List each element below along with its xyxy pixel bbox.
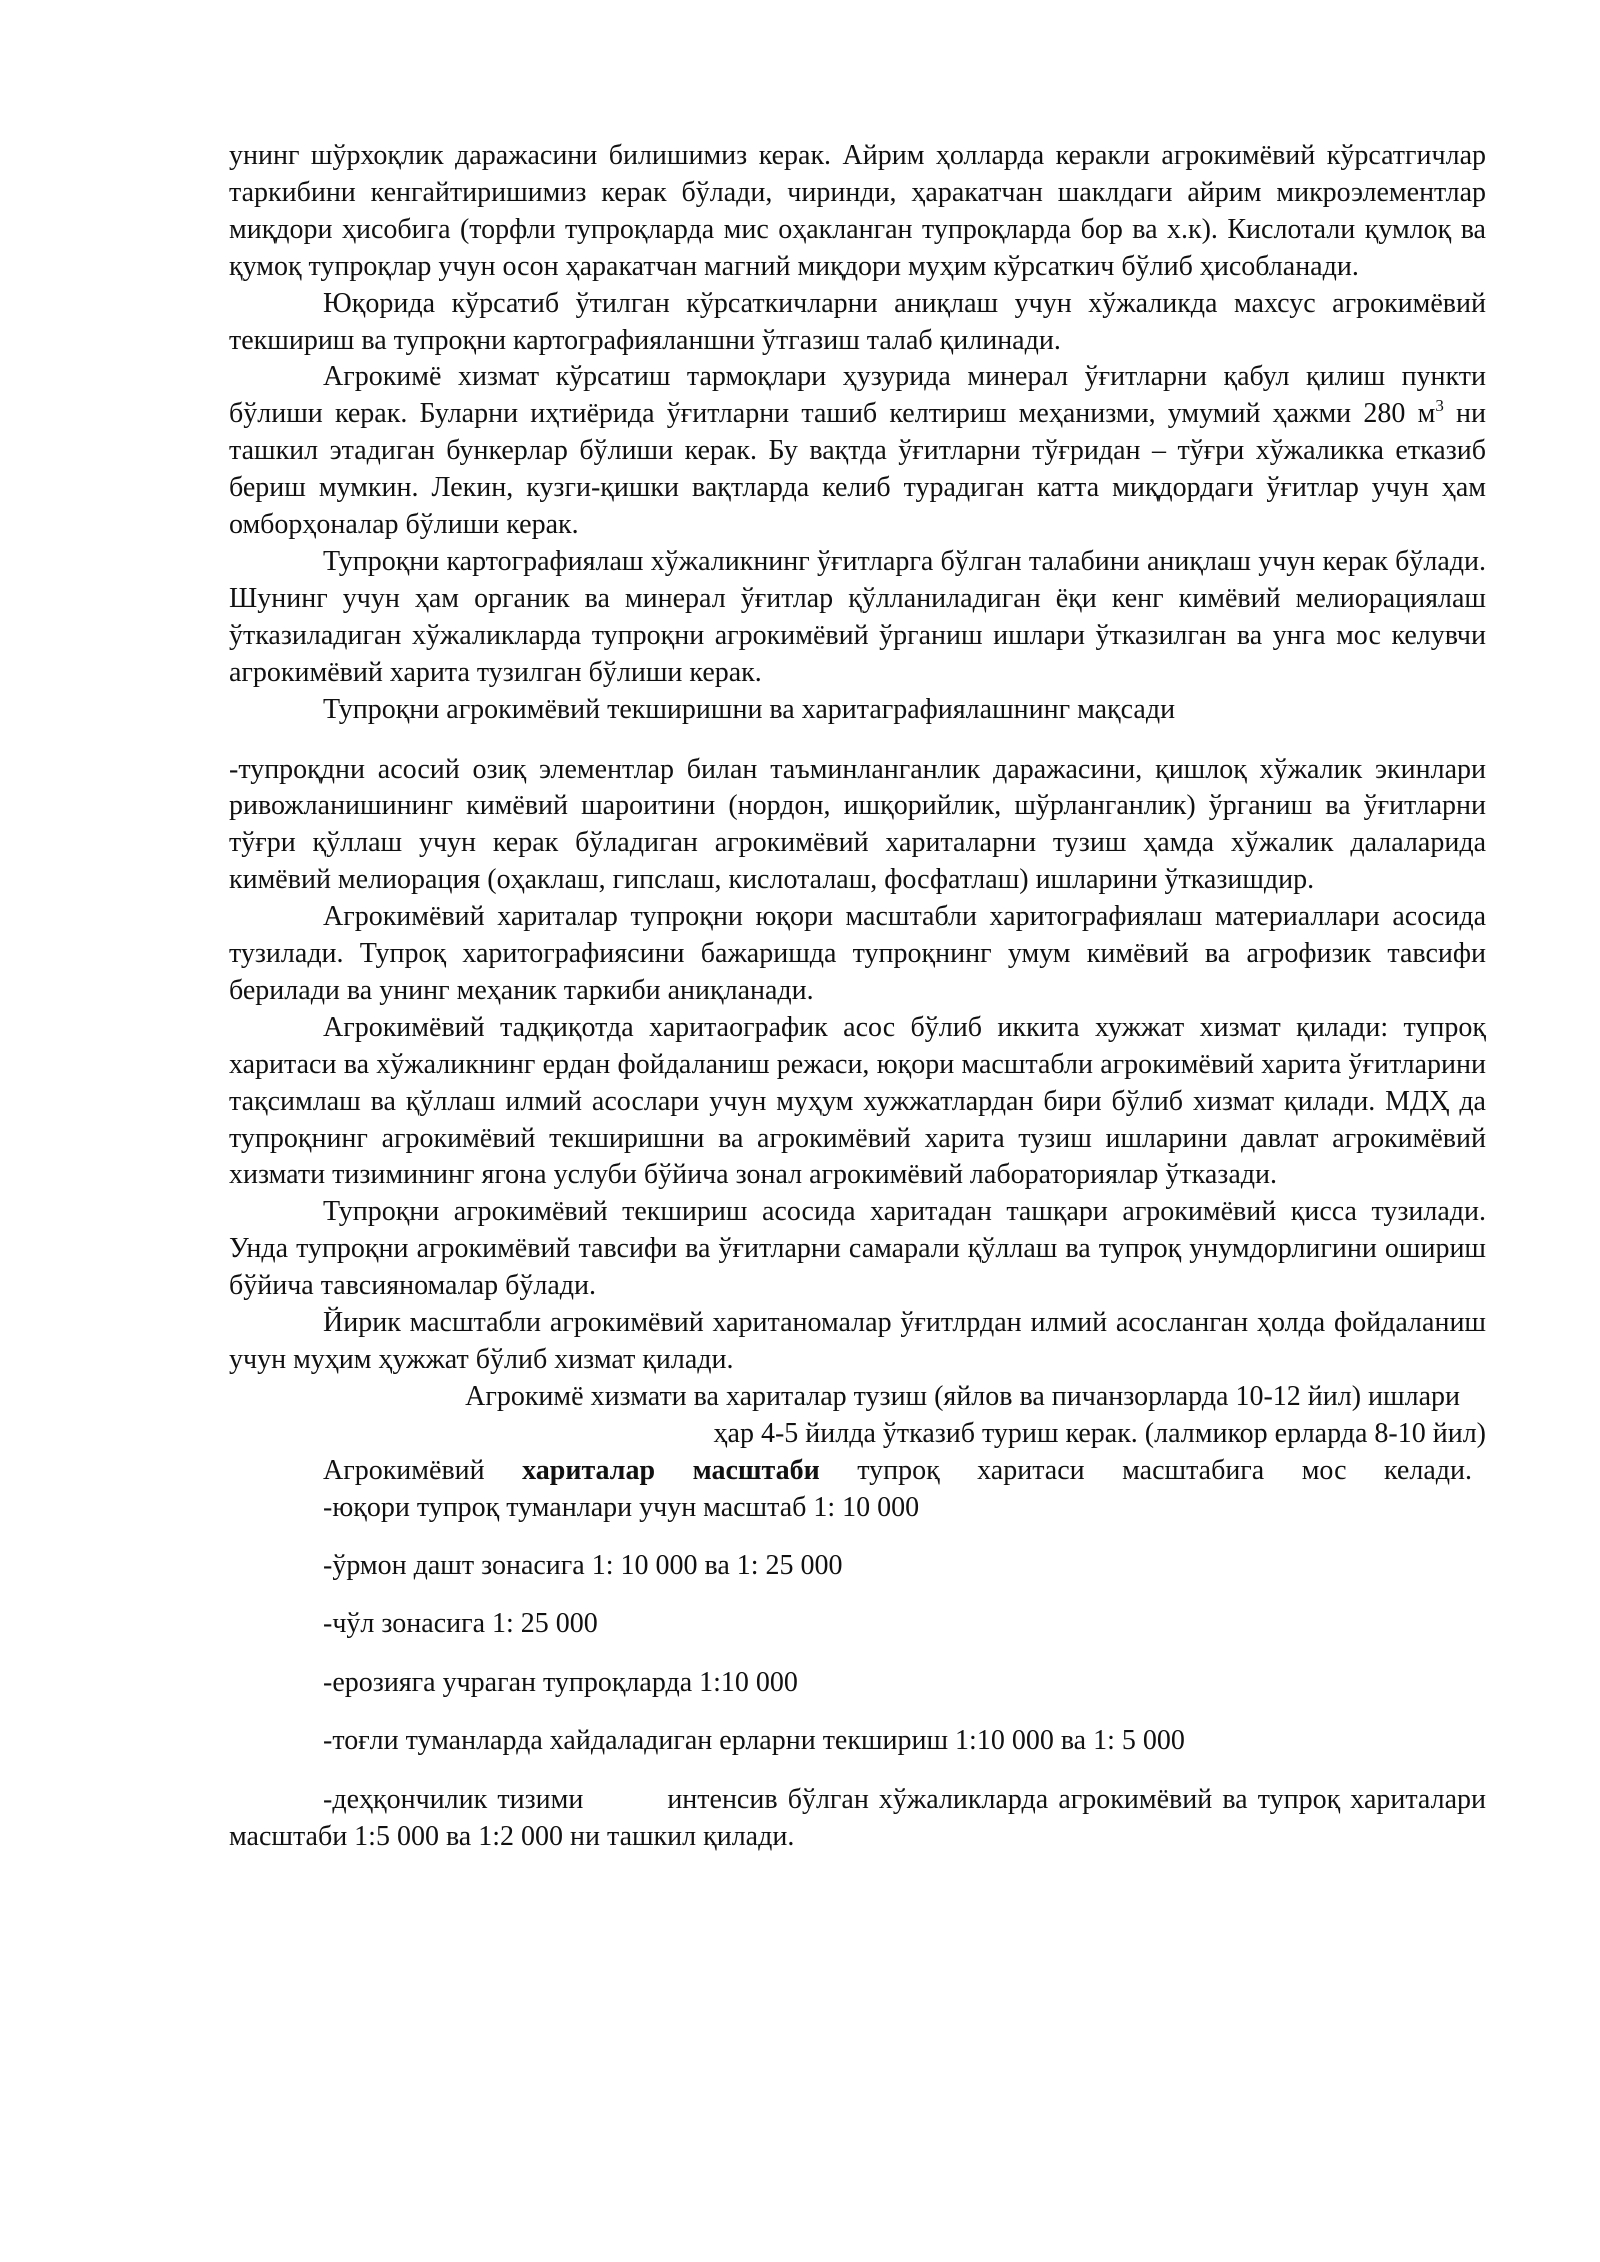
paragraph-11-line-2: ҳар 4-5 йилда ўтказиб туриш керак. (лалмикор ерларда 8-10 йил): [713, 1417, 1486, 1449]
scales-intro-bold: хариталар масштаби: [522, 1454, 820, 1486]
paragraph-4: Тупроқни картографиялаш хўжаликнинг ўғитларга бўлган талабини аниқлаш учун керак бўлади. Шунинг учун ҳам органик ва минерал ўғитлар қўлланиладиган ёқи кенг кимёвий мелиорациялаш ўтказиладиган хўжаликларда тупроқни агрокимёвий ўрганиш ишлари ўтказилган ва унга мос келувчи агрокимёвий харита тузилган бўлиши керак.: [229, 545, 1486, 688]
document-page: [229, 138, 1486, 1855]
scale-item: -чўл зонасига 1: 25 000: [323, 1608, 598, 1640]
scales-intro: [323, 1453, 1472, 1490]
scales-last-a: -деҳқончилик тизими: [323, 1783, 584, 1815]
scale-item: -ўрмон дашт зонасига 1: 10 000 ва 1: 25 000: [323, 1550, 843, 1582]
scales-last-b: интенсив бўлган хўжаликларда агрокимёвий ва тупроқ хариталари масштаби 1:5 000 ва 1:2 000 ни ташкил қилади.: [229, 1783, 1486, 1852]
paragraph-2: Юқорида кўрсатиб ўтилган кўрсаткичларни аниқлаш учун хўжаликда махсус агрокимёвий текшириш ва тупроқни картографияланшни ўтгазиш талаб қилинади.: [229, 287, 1486, 356]
scales-list: [229, 1490, 1486, 1761]
paragraph-6: -тупроқдни асосий озиқ элементлар билан таъминланганлик даражасини, қишлоқ хўжалик экинлари ривожланишининг кимёвий шароитини (нордон, ишқорийлик, шўрланганлик) ўрганиш ва ўғитларни тўғри қўллаш учун керак бўладиган агрокимёвий хариталарни тузиш ҳамда хўжалик далаларида кимёвий мелиорация (оҳаклаш, гипслаш, кислоталаш, фосфатлаш) ишларини ўтказишдир.: [229, 753, 1486, 896]
scale-item: -ерозияга учраган тупроқларда 1:10 000: [323, 1666, 798, 1698]
scale-item: -тоғли туманларда хайдаладиган ерларни текшириш 1:10 000 ва 1: 5 000: [323, 1725, 1185, 1757]
scales-last-item: [229, 1782, 1486, 1856]
paragraph-11-line-1: Агрокимё хизмати ва хариталар тузиш (яйлов ва пичанзорларда 10-12 йил) ишлари: [465, 1380, 1460, 1412]
scales-intro-b: тупроқ харитаси масштабига мос келади.: [857, 1454, 1472, 1486]
paragraph-1: унинг шўрхоқлик даражасини билишимиз керак. Айрим ҳолларда керакли агрокимёвий кўрсатгичлар таркибини кенгайтиришимиз керак бўлади, чиринди, ҳаракатчан шаклдаги айрим микроэлементлар миқдори ҳисобига (торфли тупроқларда мис оҳакланган тупроқларда бор ва х.к). Кислотали қумлоқ ва қумоқ тупроқлар учун осон ҳаракатчан магний миқдори муҳим кўрсаткич бўлиб ҳисобланади.: [229, 140, 1486, 282]
paragraph-7: Агрокимёвий хариталар тупроқни юқори масштабли харитографиялаш материаллари асосида тузилади. Тупроқ харитографиясини бажаришда тупроқнинг умум кимёвий ва агрофизик тавсифи берилади ва унинг меҳаник таркиби аниқланади.: [229, 901, 1486, 1006]
paragraph-8: Агрокимёвий тадқиқотда харитаографик асос бўлиб иккита хужжат хизмат қилади: тупроқ харитаси ва хўжаликнинг ердан фойдаланиш режаси, юқори масштабли агрокимёвий харита ўғитларини тақсимлаш ва қўллаш илмий асослари учун муҳум хужжатлардан бири бўлиб хизмат қилади. МДҲ да тупроқнинг агрокимёвий текширишни ва агрокимёвий харита тузиш ишларини давлат агрокимёвий хизмати тизимининг ягона услуби бўйича зонал агрокимёвий лабораториялар ўтказади.: [229, 1011, 1486, 1191]
paragraph-3: [229, 359, 1486, 544]
paragraph-9: Тупроқни агрокимёвий текшириш асосида харитадан ташқари агрокимёвий қисса тузилади. Унда тупроқни агрокимёвий тавсифи ва ўғитларни самарали қўллаш ва тупроқ унумдорлигини ошириш бўйича тавсияномалар бўлади.: [229, 1196, 1486, 1302]
scales-intro-a: Агрокимёвий: [323, 1454, 485, 1486]
paragraph-3-text-b: ни ташкил этадиган бункерлар бўлиши керак. Бу вақтда ўғитларни тўғридан – тўғри хўжаликка етказиб бериш мумкин. Лекин, кузги-қишки вақтларда келиб турадиган катта миқдордаги ўғитлар учун ҳам омборҳоналар бўлиши керак.: [229, 398, 1486, 541]
paragraph-3-text-a: Агрокимё хизмат кўрсатиш тармоқлари ҳузурида минерал ўғитларни қабул қилиш пункти бўлиши керак. Буларни иҳтиёрида ўғитларни ташиб келтириш меҳанизми, умумий ҳажми 280 м: [229, 361, 1486, 430]
superscript-3: 3: [1435, 396, 1444, 416]
paragraph-5: Тупроқни агрокимёвий текширишни ва харитаграфиялашнинг мақсади: [323, 693, 1176, 725]
scale-item: -юқори тупроқ туманлари учун масштаб 1: 10 000: [323, 1491, 920, 1523]
paragraph-10: Йирик масштабли агрокимёвий хаританомалар ўғитлрдан илмий асосланган ҳолда фойдаланиш учун муҳим ҳужжат бўлиб хизмат қилади.: [229, 1307, 1486, 1375]
